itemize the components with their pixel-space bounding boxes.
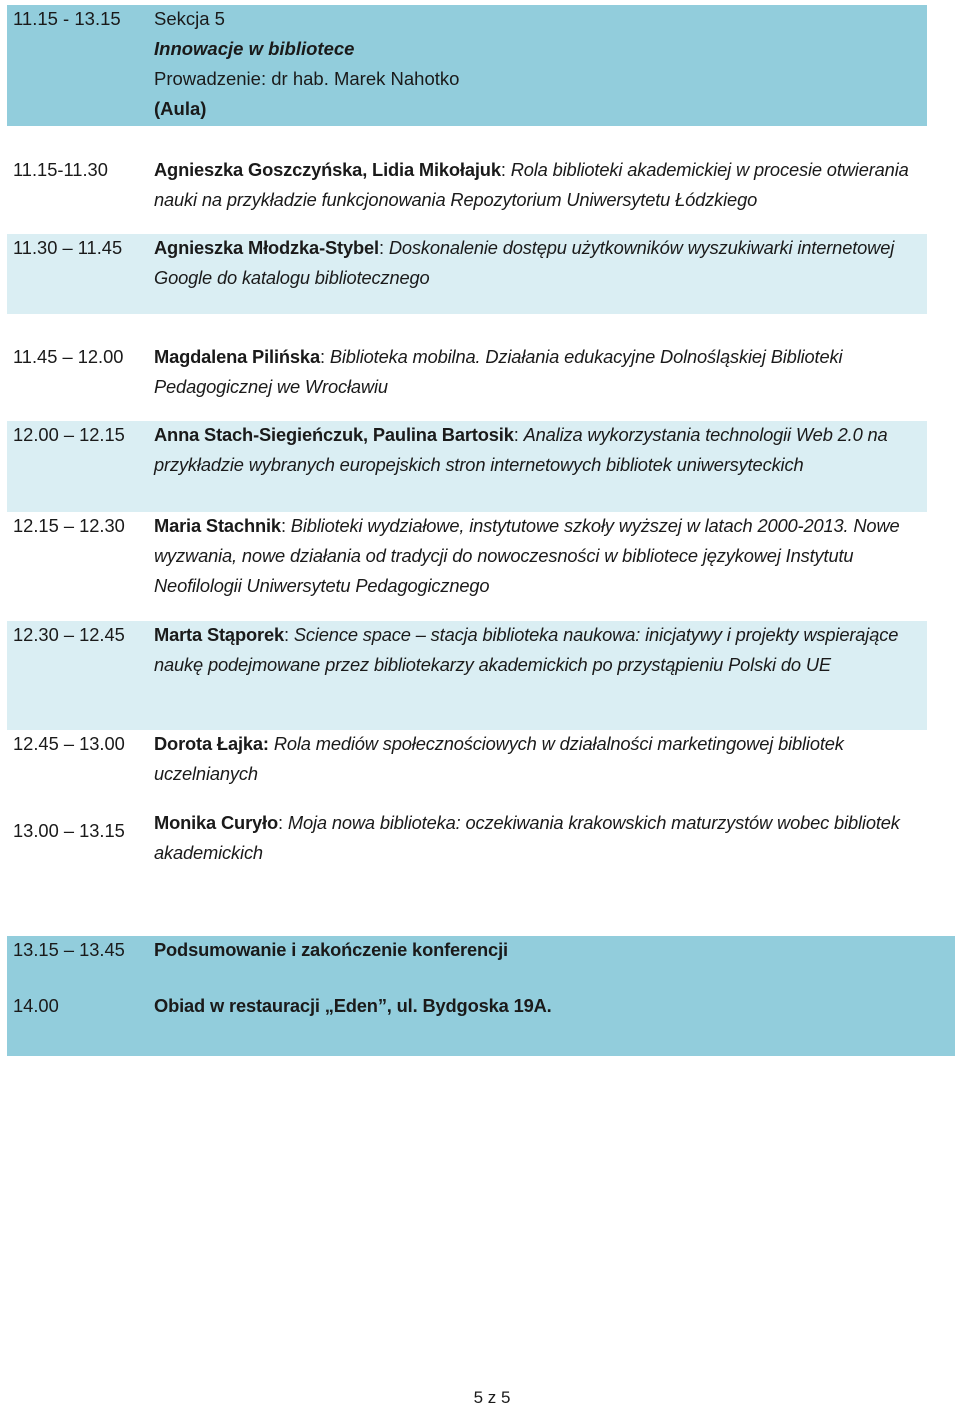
talk-separator: :	[378, 237, 389, 258]
talk-separator: :	[513, 424, 524, 445]
closing-time: 13.15 – 13.45	[13, 939, 125, 960]
talk-separator: :	[500, 159, 511, 180]
talk-authors: Anna Stach-Siegieńczuk, Paulina Bartosik	[154, 424, 514, 445]
talk-authors: Magdalena Pilińska	[154, 346, 320, 367]
talk-time: 13.00 – 13.15	[13, 820, 125, 841]
talk-authors: Agnieszka Młodzka-Stybel	[154, 237, 379, 258]
dinner-time: 14.00	[13, 995, 59, 1016]
session-info	[154, 4, 944, 124]
talk-authors: Marta Stąporek	[154, 624, 284, 645]
talk-time: 12.45 – 13.00	[13, 733, 125, 754]
talk-time: 12.00 – 12.15	[13, 424, 125, 445]
talk-text	[154, 511, 944, 601]
talk-title: Rola mediów społecznościowych w działalności marketingowej bibliotek uczelnianych	[154, 733, 844, 784]
session-title: Innowacje w bibliotece	[154, 38, 355, 59]
page-number: 5 z 5	[473, 1388, 511, 1407]
talk-time: 11.45 – 12.00	[13, 346, 124, 367]
dinner-label: Obiad w restauracji „Eden”, ul. Bydgoska 19A.	[154, 995, 552, 1016]
talk-title: Analiza wykorzystania technologii Web 2.0 na przykładzie wybranych europejskich stron internetowych bibliotek uniwersyteckich	[154, 424, 888, 475]
session-label: Sekcja 5	[154, 8, 225, 29]
talk-text	[154, 420, 944, 480]
talk-title: Rola biblioteki akademickiej w procesie otwierania nauki na przykładzie funkcjonowania Repozytorium Uniwersytetu Łódzkiego	[154, 159, 909, 210]
talk-separator: :	[283, 624, 294, 645]
talk-time: 11.30 – 11.45	[13, 237, 123, 258]
talk-title: Biblioteka mobilna. Działania edukacyjne Dolnośląskiej Biblioteki Pedagogicznej we Wrocławiu	[154, 346, 843, 397]
talk-time: 11.15-11.30	[13, 159, 108, 180]
talk-separator: :	[319, 346, 330, 367]
talk-text	[154, 233, 944, 293]
talk-authors: Agnieszka Goszczyńska, Lidia Mikołajuk	[154, 159, 501, 180]
talk-text	[154, 155, 944, 215]
session-chair: Prowadzenie: dr hab. Marek Nahotko	[154, 68, 460, 89]
session-time: 11.15 - 13.15	[13, 8, 121, 29]
talk-time: 12.15 – 12.30	[13, 515, 125, 536]
talk-title: Science space – stacja biblioteka naukowa: inicjatywy i projekty wspierające naukę podejmowane przez bibliotekarzy akademickich po przystąpieniu Polski do UE	[154, 624, 899, 675]
talk-text	[154, 342, 944, 402]
talk-text	[154, 729, 944, 789]
talk-title: Biblioteki wydziałowe, instytutowe szkoły wyższej w latach 2000-2013. Nowe wyzwania, nowe działania od tradycji do nowoczesności w bibliotece językowej Instytutu Neofilologii Uniwersytetu Pedagogicznego	[154, 515, 900, 596]
talk-authors: Monika Curyło	[154, 812, 279, 833]
session-room: (Aula)	[154, 98, 207, 119]
talk-title: Doskonalenie dostępu użytkowników wyszukiwarki internetowej Google do katalogu bibliotecznego	[154, 237, 895, 288]
talk-time: 12.30 – 12.45	[13, 624, 125, 645]
talk-text	[154, 808, 944, 868]
closing-label: Podsumowanie i zakończenie konferencji	[154, 939, 508, 960]
talk-authors: Maria Stachnik	[154, 515, 281, 536]
talk-separator: :	[280, 515, 291, 536]
talk-authors: Dorota Łajka:	[154, 733, 269, 754]
talk-text	[154, 620, 944, 680]
talk-title: Moja nowa biblioteka: oczekiwania krakowskich maturzystów wobec bibliotek akademickich	[154, 812, 900, 863]
talk-separator: :	[278, 812, 288, 833]
